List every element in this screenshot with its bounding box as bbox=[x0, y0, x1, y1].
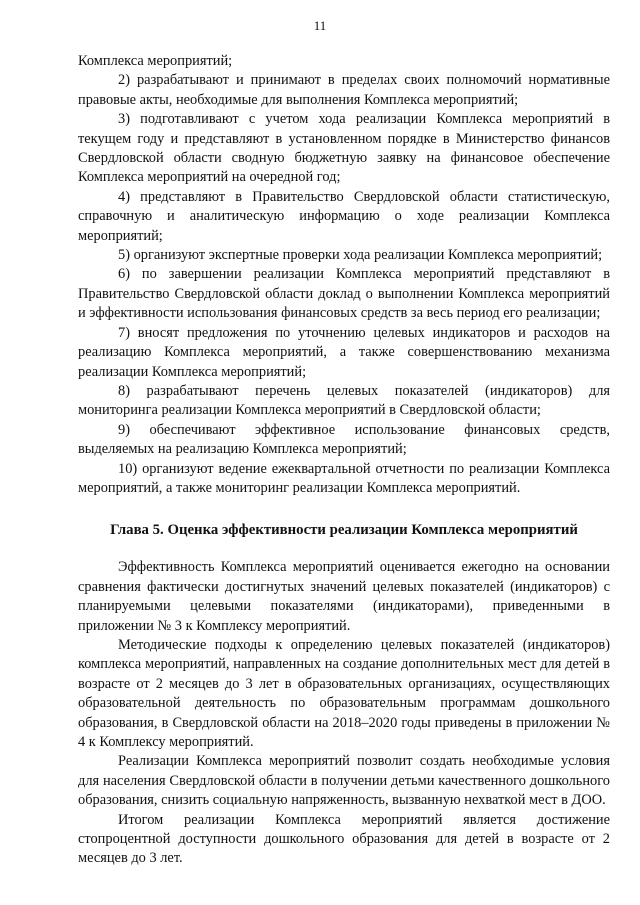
paragraph: Методические подходы к определению целевых показателей (индикаторов) комплекса мероприятий, направленных на создание дополнительных мест для детей в возрасте от 2 месяцев до 3 лет в образовательных организациях, осуществляющих образовательной деятельность по образовательным программам дошкольного образования, в Свердловской области на 2018–2020 годы приведены в приложении № 4 к Комплексу мероприятий. bbox=[78, 636, 610, 750]
document-body bbox=[78, 52, 610, 869]
paragraph: 9) обеспечивают эффективное использование финансовых средств, выделяемых на реализацию Комплекса мероприятий; bbox=[78, 421, 610, 458]
paragraph: Эффективность Комплекса мероприятий оценивается ежегодно на основании сравнения фактически достигнутых значений целевых показателей (индикаторов) с планируемыми целевыми показателями (индикаторами), приведенными в приложении № 3 к Комплексу мероприятий. bbox=[78, 559, 610, 634]
paragraph: 5) организуют экспертные проверки хода реализации Комплекса мероприятий; bbox=[118, 247, 603, 264]
paragraph: Итогом реализации Комплекса мероприятий является достижение стопроцентной доступности дошкольного образования для детей в возрасте от 2 месяцев до 3 лет. bbox=[78, 811, 610, 867]
paragraph: 4) представляют в Правительство Свердловской области статистическую, справочную и аналитическую информацию о ходе реализации Комплекса мероприятий; bbox=[78, 188, 610, 244]
paragraph: 7) вносят предложения по уточнению целевых индикаторов и расходов на реализацию Комплекса мероприятий, а также совершенствованию механизма реализации Комплекса мероприятий; bbox=[78, 324, 610, 380]
paragraph: Комплекса мероприятий; bbox=[78, 53, 233, 69]
page-number: 11 bbox=[313, 18, 327, 33]
paragraph: 3) подготавливают с учетом хода реализации Комплекса мероприятий в текущем году и представляют в установленном порядке в Министерство финансов Свердловской области сводную бюджетную заявку на финансовое обеспечение Комплекса мероприятий на очередной год; bbox=[78, 111, 610, 186]
paragraph: 10) организуют ведение ежеквартальной отчетности по реализации Комплекса мероприятий, а также мониторинг реализации Комплекса мероприятий. bbox=[78, 460, 610, 496]
paragraph: 2) разрабатывают и принимают в пределах своих полномочий нормативные правовые акты, необходимые для выполнения Комплекса мероприятий; bbox=[78, 72, 610, 108]
paragraph: 6) по завершении реализации Комплекса мероприятий представляют в Правительство Свердловской области доклад о выполнении Комплекса мероприятий и эффективности использования финансовых средств за весь период его реализации; bbox=[78, 266, 610, 322]
chapter-heading: Глава 5. Оценка эффективности реализации Комплекса мероприятий bbox=[110, 522, 578, 539]
paragraph: 8) разрабатывают перечень целевых показателей (индикаторов) для мониторинга реализации Комплекса мероприятий в Свердловской области; bbox=[78, 382, 610, 419]
paragraph: Реализации Комплекса мероприятий позволит создать необходимые условия для населения Свердловской области в получении детьми качественного дошкольного образования, снизить социальную напряженность, вызванную нехваткой мест в ДОО. bbox=[78, 753, 610, 809]
